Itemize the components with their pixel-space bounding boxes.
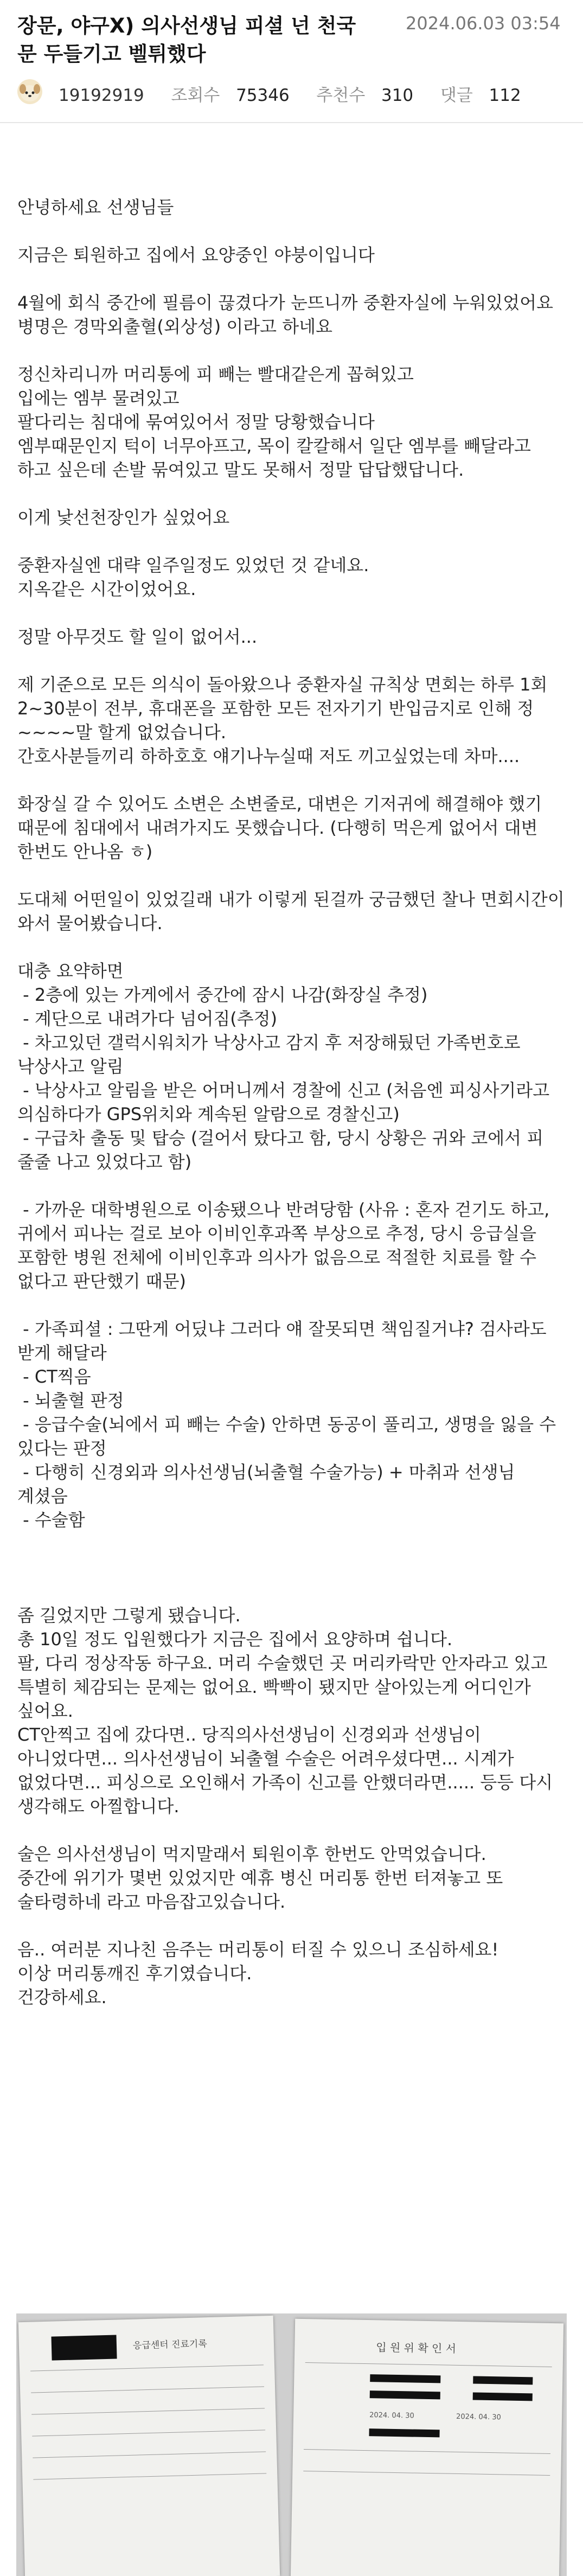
comments-count[interactable]: 112	[489, 86, 521, 105]
discharge-date: 2024. 04. 30	[456, 2412, 501, 2422]
post-header	[0, 0, 583, 118]
paragraph: 도대체 어떤일이 있었길래 내가 이렇게 된걸까 궁금했던 찰나 면회시간이 와서 물어봤습니다.	[17, 889, 570, 934]
author-avatar[interactable]	[17, 79, 42, 104]
paragraph: 제 기준으로 모든 의식이 돌아왔으나 중환자실 규칙상 면회는 하루 1회 2~30분이 전부, 휴대폰을 포함한 모든 전자기기 반입금지로 인해 정~~~~말 할게 없었습니다. 간호사분들끼리 하하호호 얘기나누실때 저도 끼고싶었는데 차마....	[17, 674, 548, 766]
er-record-document	[18, 2316, 280, 2576]
post-body	[17, 195, 570, 2009]
admission-certificate-title: 입 원 위 확 인 서	[376, 2341, 457, 2355]
doc-rule	[31, 2408, 265, 2414]
er-record-title: 응급센터 진료기록	[132, 2338, 208, 2351]
doc-rule	[33, 2451, 266, 2458]
views-count: 75346	[236, 86, 290, 105]
header-divider	[0, 122, 583, 123]
paragraph: 정말 아무것도 할 일이 없어서...	[17, 627, 258, 647]
paragraph: 화장실 갈 수 있어도 소변은 소변줄로, 대변은 기저귀에 해결해야 했기 때문에 침대에서 내려가지도 못했습니다. (다행히 먹은게 없어서 대변 한번도 안나옴 ㅎ)	[17, 794, 548, 862]
doc-rule	[32, 2430, 265, 2436]
paragraph: 지금은 퇴원하고 집에서 요양중인 야붕이입니다	[17, 245, 375, 265]
author-name[interactable]: 19192919	[59, 86, 144, 105]
redaction-box	[370, 2390, 440, 2399]
admission-date: 2024. 04. 30	[369, 2411, 414, 2420]
paragraph: - 가까운 대학병원으로 이송됐으나 반려당함 (사유 : 혼자 걷기도 하고, 귀에서 피나는 걸로 보아 이비인후과쪽 부상으로 추정, 당시 응급실을 포함한 병원 전체에 이비인후과 의사가 없음으로 적절한 치료를 할 수 없다고 판단했기 때문)	[17, 1199, 555, 1292]
redaction-box	[52, 2335, 117, 2361]
post-meta	[59, 81, 521, 106]
admission-certificate-document	[291, 2319, 563, 2576]
redaction-box	[370, 2374, 440, 2383]
doc-rule	[305, 2362, 552, 2367]
paragraph: 좀 길었지만 그렇게 됐습니다. 총 10일 정도 입원했다가 지금은 집에서 요양하며 쉽니다. 팔, 다리 정상작동 하구요. 머리 수술했던 곳 머리카락만 안자라고 있고 특별히 체감되는 문제는 없어요. 빡빡이 됐지만 살아있는게 어디인가 싶어요. CT안찍고 집에 갔다면.. 당직의사선생님이 신경외과 선생님이 아니었다면... 의사선생님이 뇌출혈 수술은 어려우셨다면... 시계가 없었다면... 피싱으로 오인해서 가족이 신고를 안했더라면..... 등등 다시 생각해도 아찔합니다.	[17, 1605, 553, 1817]
recommends-count: 310	[381, 86, 414, 105]
recommends-label: 추천수	[316, 86, 366, 105]
paragraph: 음.. 여러분 지나친 음주는 머리통이 터질 수 있으니 조심하세요! 이상 머리통깨진 후기였습니다. 건강하세요.	[17, 1939, 499, 2008]
comments-label: 댓글	[440, 86, 473, 105]
attached-document-photo[interactable]	[16, 2313, 567, 2576]
doc-rule	[33, 2473, 266, 2479]
redaction-box	[473, 2376, 533, 2385]
redaction-box	[473, 2392, 533, 2401]
paragraph: 대충 요약하면 - 2층에 있는 가게에서 중간에 잠시 나감(화장실 추정) - 계단으로 내려가다 넘어짐(추정) - 차고있던 갤럭시워치가 낙상사고 감지 후 저장해뒀던 가족번호로 낙상사고 알림 - 낙상사고 알림을 받은 어머니께서 경찰에 신고 (처음엔 피싱사기라고 의심하다가 GPS위치와 계속된 알람으로 경찰신고) - 구급차 출동 및 탑승 (걸어서 탔다고 함, 당시 상황은 귀와 코에서 피 줄줄 나고 있었다고 함)	[17, 961, 550, 1172]
post-title: 장문, 야구X) 의사선생님 피셜 넌 천국문 두들기고 벨튀했다	[17, 14, 356, 66]
dog-avatar-icon	[17, 79, 42, 104]
doc-rule	[31, 2386, 264, 2393]
paragraph: 정신차리니까 머리통에 피 빼는 빨대같은게 꼽혀있고 입에는 엠부 물려있고 팔다리는 침대에 묶여있어서 정말 당황했습니다 엠부때문인지 턱이 너무아프고, 목이 칼칼해서 일단 엠부를 빼달라고 하고 싶은데 손발 묶여있고 말도 못해서 정말 답답했답니다.	[17, 364, 531, 480]
paragraph: 술은 의사선생님이 먹지말래서 퇴원이후 한번도 안먹었습니다. 중간에 위기가 몇번 있었지만 예휴 병신 머리통 한번 터져놓고 또 술타령하네 라고 마음잡고있습니다.	[17, 1844, 503, 1912]
redaction-box	[369, 2428, 439, 2437]
paragraph: 중환자실엔 대략 일주일정도 있었던 것 같네요. 지옥같은 시간이었어요.	[17, 555, 369, 599]
paragraph: - 가족피셜 : 그딴게 어딨냐 그러다 얘 잘못되면 책임질거냐? 검사라도 받게 해달라 - CT찍음 - 뇌출혈 판정 - 응급수술(뇌에서 피 빼는 수술) 안하면 동공이 풀리고, 생명을 잃을 수 있다는 판정 - 다행히 신경외과 의사선생님(뇌출혈 수술가능) + 마취과 선생님 계셨음 - 수술함	[17, 1319, 556, 1530]
post-date: 2024.06.03 03:54	[406, 13, 561, 34]
views-label: 조회수	[171, 86, 220, 105]
doc-rule	[30, 2364, 264, 2371]
paragraph: 4월에 회식 중간에 필름이 끊겼다가 눈뜨니까 중환자실에 누워있었어요 병명은 경막외출혈(외상성) 이라고 하네요	[17, 292, 554, 337]
doc-rule	[303, 2471, 550, 2476]
doc-rule	[304, 2449, 550, 2454]
paragraph: 이게 낯선천장인가 싶었어요	[17, 507, 230, 528]
paragraph: 안녕하세요 선생님들	[17, 197, 174, 218]
